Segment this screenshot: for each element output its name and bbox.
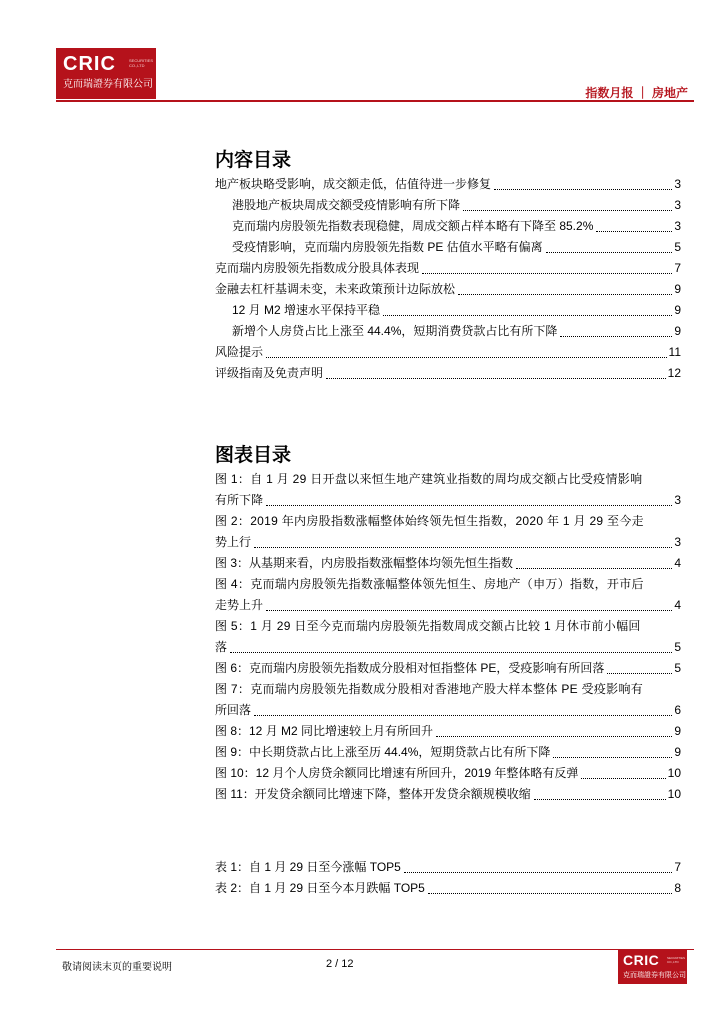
company-logo bbox=[56, 48, 156, 98]
header-report-type: 指数月报 ｜ 房地产 bbox=[585, 86, 688, 100]
toc-entry[interactable]: 克而瑞内房股领先指数表现稳健，周成交额占样本略有下降至 85.2% 3 bbox=[232, 219, 681, 233]
toc-entry[interactable]: 12 月 M2 增速水平保持平稳 9 bbox=[232, 303, 681, 317]
toc-entry[interactable]: 新增个人房贷占比上涨至 44.4%，短期消费贷款占比有所下降 9 bbox=[232, 324, 681, 338]
toc-entry[interactable]: 港股地产板块周成交额受疫情影响有所下降 3 bbox=[232, 198, 681, 212]
figures-title: 图表目录 bbox=[215, 445, 292, 466]
toc-entry[interactable]: 金融去杠杆基调未变，未来政策预计边际放松 9 bbox=[215, 282, 681, 296]
footer-logo-company-name: 克而瑞證券有限公司 bbox=[623, 972, 686, 979]
figure-entry[interactable]: 图 2：2019 年内房股指数涨幅整体始终领先恒生指数，2020 年 1 月 29 至今走 势上行 3 bbox=[215, 514, 681, 549]
figure-entry[interactable]: 图 1：自 1 月 29 日开盘以来恒生地产建筑业指数的周均成交额占比受疫情影响 有所下降 3 bbox=[215, 472, 681, 507]
figure-entry[interactable]: 图 7：克而瑞内房股领先指数成分股相对香港地产股大样本整体 PE 受疫影响有 所回落 6 bbox=[215, 682, 681, 717]
figure-entry[interactable]: 图 4：克而瑞内房股领先指数涨幅整体领先恒生、房地产（申万）指数，开市后 走势上升 4 bbox=[215, 577, 681, 612]
figure-entry[interactable]: 图 10：12 月个人房贷余额同比增速有所回升，2019 年整体略有反弹 10 bbox=[215, 766, 681, 780]
toc-entry[interactable]: 地产板块略受影响，成交额走低，估值待进一步修复 3 bbox=[215, 177, 681, 191]
table-entry[interactable]: 表 1：自 1 月 29 日至今涨幅 TOP5 7 bbox=[215, 860, 681, 874]
logo-subtext: SECURITIES CO.,LTD bbox=[129, 58, 154, 68]
figure-entry[interactable]: 图 5：1 月 29 日至今克而瑞内房股领先指数周成交额占比较 1 月休市前小幅回 落 5 bbox=[215, 619, 681, 654]
toc-entry[interactable]: 克而瑞内房股领先指数成分股具体表现 7 bbox=[215, 261, 681, 275]
footer-logo bbox=[618, 950, 687, 984]
toc-entry[interactable]: 受疫情影响，克而瑞内房股领先指数 PE 估值水平略有偏离 5 bbox=[232, 240, 681, 254]
footer-logo-wordmark: CRIC bbox=[623, 952, 660, 968]
figure-list bbox=[215, 469, 681, 805]
footer-logo-subtext: SECURITIES CO.,LTD bbox=[667, 956, 686, 964]
header-divider bbox=[56, 100, 694, 102]
toc-title: 内容目录 bbox=[215, 150, 292, 171]
table-list bbox=[215, 857, 681, 899]
logo-wordmark: CRIC bbox=[63, 53, 116, 75]
figure-entry[interactable]: 图 9：中长期贷款占比上涨至历 44.4%，短期贷款占比有所下降 9 bbox=[215, 745, 681, 759]
table-entry[interactable]: 表 2：自 1 月 29 日至今本月跌幅 TOP5 8 bbox=[215, 881, 681, 895]
logo-company-name: 克而瑞證券有限公司 bbox=[63, 79, 153, 90]
page-number: 2 / 12 bbox=[326, 958, 354, 970]
footer-disclaimer-note: 敬请阅读末页的重要说明 bbox=[62, 962, 172, 973]
footer-divider bbox=[56, 949, 694, 950]
toc-list bbox=[215, 174, 681, 384]
toc-entry[interactable]: 评级指南及免责声明 12 bbox=[215, 366, 681, 380]
figure-entry[interactable]: 图 11：开发贷余额同比增速下降，整体开发贷余额规模收缩 10 bbox=[215, 787, 681, 801]
logo-underline bbox=[56, 98, 156, 99]
figure-entry[interactable]: 图 8：12 月 M2 同比增速较上月有所回升 9 bbox=[215, 724, 681, 738]
figure-entry[interactable]: 图 3：从基期来看，内房股指数涨幅整体均领先恒生指数 4 bbox=[215, 556, 681, 570]
figure-entry[interactable]: 图 6：克而瑞内房股领先指数成分股相对恒指整体 PE，受疫影响有所回落 5 bbox=[215, 661, 681, 675]
toc-entry[interactable]: 风险提示 11 bbox=[215, 345, 681, 359]
